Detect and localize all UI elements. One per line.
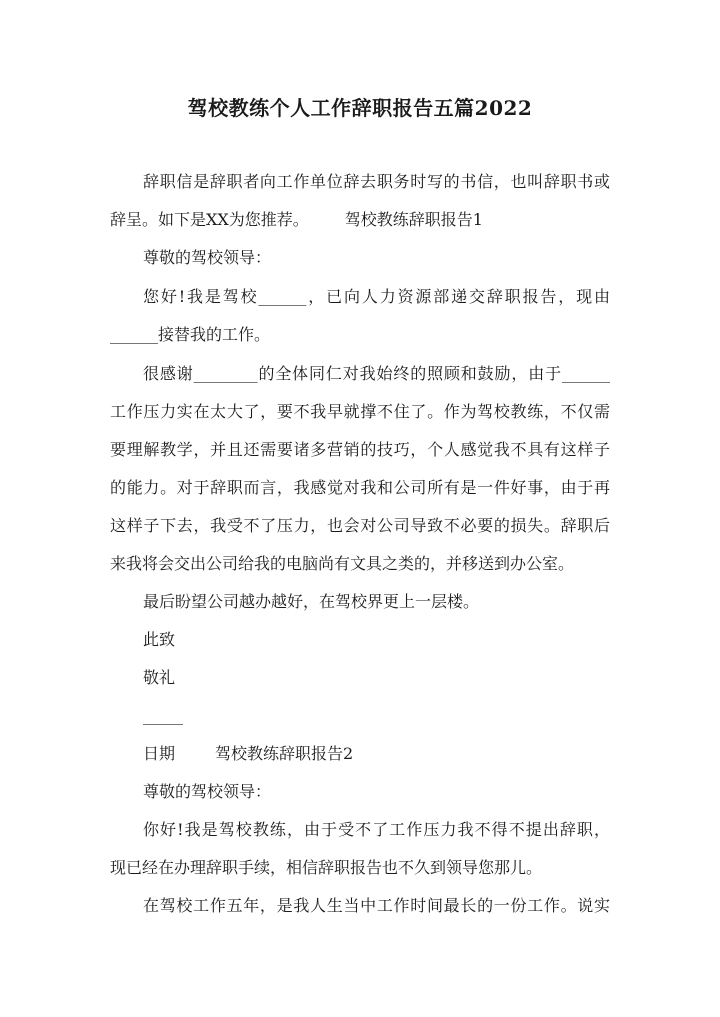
signature-blank: _____ [143,706,183,725]
paragraph-line: 在驾校工作五年，是我人生当中工作时间最长的一份工作。说实 [143,896,610,915]
paragraph-line: 很感谢________的全体同仁对我始终的照顾和鼓励，由于______ [143,364,610,383]
section-heading-2: 驾校教练辞职报告2 [215,744,354,763]
salutation: 尊敬的驾校领导： [143,782,272,801]
paragraph-line: 要理解教学，并且还需要诸多营销的技巧，个人感觉我不具有这样子 [110,440,610,459]
paragraph-line: 来我将会交出公司给我的电脑尚有文具之类的，并移送到办公室。 [110,554,575,573]
document-title: 驾校教练个人工作辞职报告五篇2022 [187,96,533,120]
paragraph-line: ______接替我的工作。 [110,325,271,344]
paragraph-line: 的能力。对于辞职而言，我感觉对我和公司所有是一件好事，由于再 [110,478,610,497]
salutation: 尊敬的驾校领导： [143,248,272,267]
paragraph-line [110,210,610,230]
closing-line: 此致 [143,630,176,649]
intro-text: 辞呈。如下是XX为您推荐。 [110,210,309,229]
paragraph-line: 辞职信是辞职者向工作单位辞去职务时写的书信，也叫辞职书或 [143,172,610,191]
paragraph-line: 这样子下去，我受不了压力，也会对公司导致不必要的损失。辞职后 [110,516,610,535]
paragraph-line: 工作压力实在太大了，要不我早就撑不住了。作为驾校教练，不仅需 [110,402,610,421]
paragraph-line: 现已经在办理辞职手续，相信辞职报告也不久到领导您那儿。 [110,858,543,877]
paragraph-line: 最后盼望公司越办越好，在驾校界更上一层楼。 [143,592,480,611]
section-heading-1: 驾校教练辞职报告1 [344,210,483,229]
date-line [110,744,610,764]
paragraph-line: 您好!我是驾校______，已向人力资源部递交辞职报告，现由 [143,287,610,306]
paragraph-line: 你好!我是驾校教练，由于受不了工作压力我不得不提出辞职， [143,820,610,839]
date-label: 日期 [143,744,176,763]
closing-line: 敬礼 [143,668,176,687]
